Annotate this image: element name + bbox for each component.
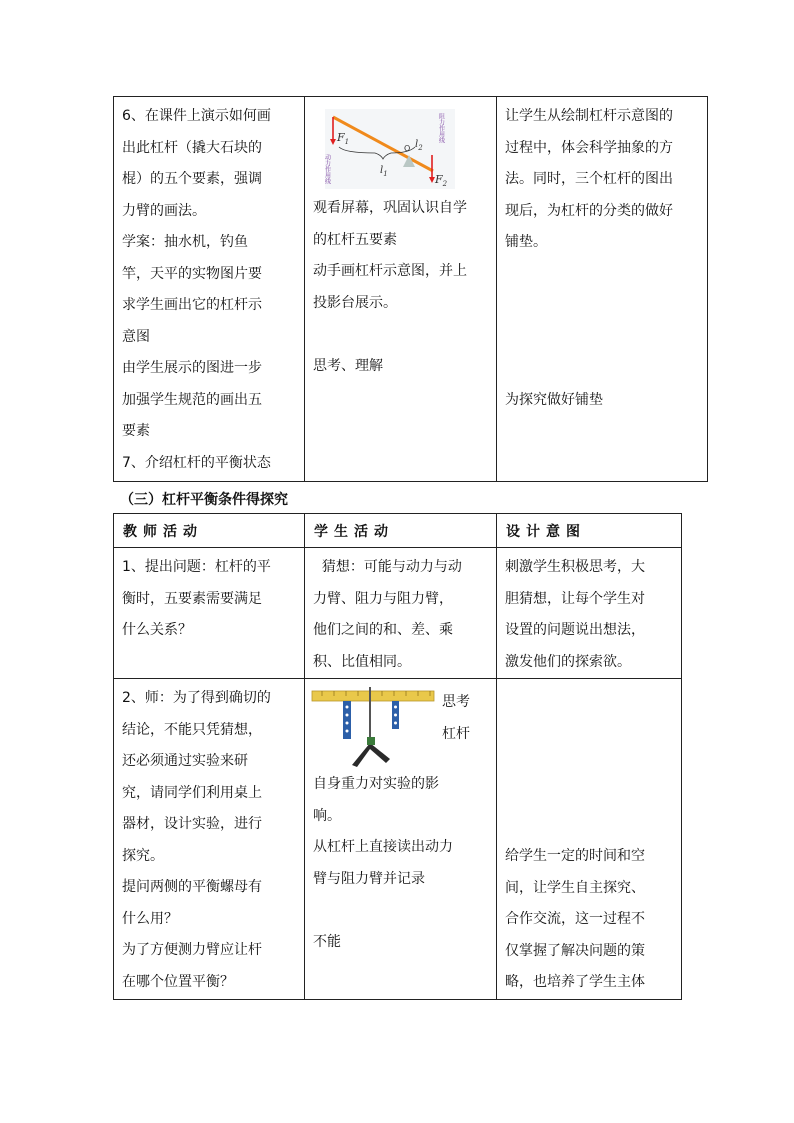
text-line: 提问两侧的平衡螺母有	[122, 879, 262, 895]
text-line: 从杠杆上直接读出动力	[313, 839, 453, 855]
design-intent-cell	[497, 548, 682, 679]
text-line: 投影台展示。	[313, 294, 397, 311]
text-line: 器材，设计实验，进行	[122, 816, 262, 832]
text-line: 观看屏幕，巩固认识自学	[313, 200, 467, 216]
design-intent-cell	[497, 679, 682, 1000]
text-line: 出此杠杆（撬大石块的	[122, 139, 262, 156]
text-line: 仅掌握了解决问题的策	[505, 942, 645, 959]
text-line: 意图	[122, 328, 150, 345]
text-line: 1、提出问题：杠杆的平	[122, 559, 271, 575]
lesson-table-part1	[113, 96, 708, 482]
design-intent-cell	[497, 97, 708, 482]
text-line: 杠杆	[442, 725, 470, 742]
text-line: 力臂的画法。	[122, 202, 206, 219]
text-line: 力臂、阻力与阻力臂，	[313, 590, 453, 607]
text-line: 法。同时，三个杠杆的图出	[505, 171, 673, 187]
header-design: 设计意图	[497, 514, 682, 548]
lever-diagram	[325, 109, 455, 189]
text-line: 合作交流，这一过程不	[505, 911, 645, 927]
resistance-line-label: 阻力作用线	[437, 113, 445, 143]
text-line: 探究。	[122, 847, 164, 864]
text-line: 响。	[313, 807, 341, 824]
l2-label: l	[415, 139, 419, 150]
text-line: 胆猜想，让每个学生对	[505, 590, 645, 607]
text-line: 的杠杆五要素	[313, 231, 397, 248]
text-line: 设置的问题说出想法，	[505, 622, 645, 638]
text-line: 铺垫。	[505, 234, 547, 250]
text-line: 动手画杠杆示意图，并上	[313, 263, 467, 279]
text-line: 现后，为杠杆的分类的做好	[505, 202, 673, 219]
section-title: （三）杠杆平衡条件得探究	[120, 492, 288, 508]
text-line: 思考	[442, 694, 470, 710]
text-line: 让学生从绘制杠杆示意图的	[505, 108, 673, 124]
l1-label: l	[380, 165, 384, 176]
text-line: 激发他们的探索欲。	[505, 653, 631, 670]
lever-experiment-photo	[312, 687, 434, 769]
text-line: 自身重力对实验的影	[313, 776, 439, 792]
text-line: 臂与阻力臂并记录	[313, 870, 425, 887]
text-line: 积、比值相同。	[313, 653, 411, 670]
text-line: 要素	[122, 423, 150, 439]
student-activity-cell	[305, 679, 497, 1000]
text-line: 为探究做好铺垫	[505, 391, 603, 408]
teacher-activity-cell	[114, 548, 305, 679]
text-line: 6、在课件上演示如何画	[122, 108, 271, 124]
text-line: 不能	[313, 933, 341, 950]
text-line: 给学生一定的时间和空	[505, 848, 645, 864]
text-line: 竿，天平的实物图片要	[122, 265, 262, 282]
text-line: 思考、理解	[313, 357, 383, 374]
text-line: 由学生展示的图进一步	[122, 360, 262, 376]
text-line: 棍）的五个要素，强调	[122, 171, 262, 187]
text-line: 什么用？	[122, 910, 178, 927]
text-line: 为了方便测力臂应让杆	[122, 942, 262, 958]
l2-sub: 2	[418, 144, 423, 152]
effort-line-label: 动力作用线	[323, 154, 331, 184]
text-line: 还必须通过实验来研	[122, 753, 248, 769]
text-line: 他们之间的和、差、乘	[313, 622, 453, 638]
text-line: 衡时，五要素需要满足	[122, 590, 262, 607]
text-line: 7、介绍杠杆的平衡状态	[122, 454, 271, 471]
lesson-table-part2	[113, 513, 682, 1000]
l1-sub: 1	[383, 170, 388, 178]
student-activity-cell	[305, 548, 497, 679]
text-line: 间，让学生自主探究、	[505, 879, 645, 896]
text-line: 结论，不能只凭猜想，	[122, 721, 262, 738]
text-line: 什么关系？	[122, 622, 192, 638]
text-line: 略，也培养了学生主体	[505, 974, 645, 990]
f1-sub: 1	[344, 138, 350, 146]
text-line: 在哪个位置平衡？	[122, 973, 234, 990]
text-line: 学案：抽水机，钓鱼	[122, 234, 248, 250]
header-teacher: 教师活动	[114, 514, 305, 548]
text-line: 猜想：可能与动力与动	[313, 559, 462, 575]
teacher-activity-cell	[114, 679, 305, 1000]
student-activity-cell	[305, 97, 497, 482]
text-line: 过程中，体会科学抽象的方	[505, 139, 673, 156]
f2-label: F	[435, 173, 443, 186]
f1-label: F	[337, 131, 345, 144]
f2-sub: 2	[442, 180, 448, 188]
text-line: 刺激学生积极思考，大	[505, 559, 645, 575]
text-line: 加强学生规范的画出五	[122, 391, 262, 408]
text-line: 2、师：为了得到确切的	[122, 690, 271, 706]
text-line: 求学生画出它的杠杆示	[122, 297, 262, 313]
fulcrum-label: O	[404, 144, 411, 153]
header-student: 学生活动	[305, 514, 497, 548]
text-line: 究，请同学们利用桌上	[122, 784, 262, 801]
teacher-activity-cell	[114, 97, 305, 482]
